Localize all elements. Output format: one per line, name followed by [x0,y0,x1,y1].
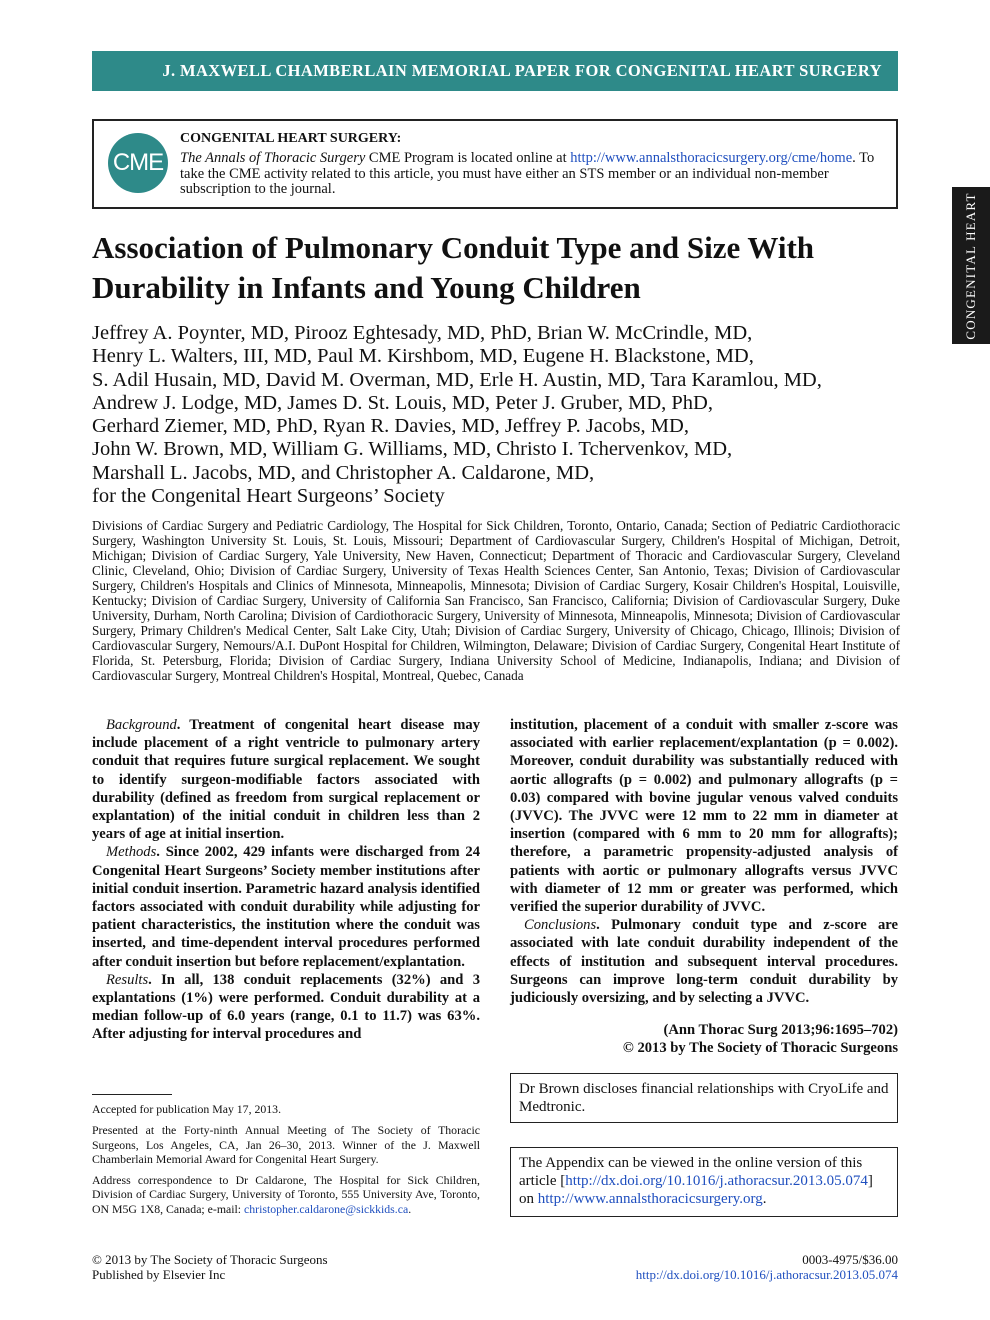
footnote-divider [92,1094,172,1095]
side-tab-text: CONGENITAL HEART [963,191,978,340]
background-text: . Treatment of congenital heart disease may include placement of a right ventricle to pulmonary artery conduit that requires future surgical replacement. We sought to identify surgeon-modifiable factors associated with durability (defined as freedom from surgical replacement or explantation) of the initial conduit in children less than 2 years of age at initial insertion. [92,717,480,843]
footer-right [598,1252,898,1282]
address-end: . [408,1201,412,1216]
email-link[interactable]: christopher.caldarone@sickkids.ca [244,1201,409,1216]
abstract-conclusions [510,916,898,1007]
author-line: S. Adil Husain, MD, David M. Overman, MD, Erle H. Austin, MD, Tara Karamlou, MD, [92,368,822,391]
address-text: Address correspondence to Dr Caldarone, The Hospital for Sick Children, Division of Cardiac Surgery, University of Toronto, 555 University Ave, Toronto, ON M5G 1X8, Canada; e-mail: [92,1173,480,1216]
footnotes [92,1102,480,1223]
author-line: Jeffrey A. Poynter, MD, Pirooz Eghtesady, MD, PhD, Brian W. McCrindle, MD, [92,322,753,344]
disclosure-text: Dr Brown discloses financial relationships with CryoLife and Medtronic. [519,1081,889,1115]
accepted-note: Accepted for publication May 17, 2013. [92,1102,282,1116]
author-line: for the Congenital Heart Surgeons’ Society [92,485,445,508]
cme-title: CONGENITAL HEART SURGERY: [180,131,402,146]
abstract-right-column [510,716,898,1007]
cme-text-part1: CME Program is located online at [365,150,571,166]
article-title: Association of Pulmonary Conduit Type and Size With Durability in Infants and Young Children [92,230,815,305]
author-line: Henry L. Walters, III, MD, Paul M. Kirshbom, MD, Eugene H. Blackstone, MD, [92,345,754,368]
cme-link[interactable]: http://www.annalsthoracicsurgery.org/cme/home [570,150,853,166]
correspondence-note [92,1173,480,1216]
abstract-left-column [92,716,480,1044]
presented-note: Presented at the Forty-ninth Annual Meeting of The Society of Thoracic Surgeons, Los Angeles, CA, Jan 26–30, 2013. Winner of the J. Maxwell Chamberlain Memorial Award for Congenital Heart Surgery. [92,1123,480,1166]
citation-block [510,1021,898,1057]
banner-text: J. MAXWELL CHAMBERLAIN MEMORIAL PAPER FOR CONGENITAL HEART SURGERY [162,61,882,80]
appendix-box [510,1147,898,1217]
results-text: . In all, 138 conduit replacements (32%) and 3 explantations (1%) were performed. Conduit durability at a median follow-up of 6.0 years (range, 0.1 to 11.7) was 63%. After adjusting for interval procedures and [92,971,480,1043]
footer-left [92,1252,328,1282]
background-label: Background [106,717,177,733]
disclosure-box [510,1073,898,1123]
side-section-tab [952,187,990,344]
cme-notice-box [92,119,898,209]
footer-issn: 0003-4975/$36.00 [802,1252,898,1267]
footer-copyright: © 2013 by The Society of Thoracic Surgeons [92,1252,328,1267]
abstract-results-continued: institution, placement of a conduit with smaller z-score was associated with earlier replacement/explantation (p = 0.002). Moreover, conduit durability was substantially reduced with aortic allografts (p = 0.002) and pulmonary allografts (p = 0.03) compared with bovine jugular venous valved conduits (JVVC). The JVVC were 12 mm to 22 mm in diameter at insertion (compared with 6 mm to 20 mm for allografts); therefore, a parametric propensity-adjusted analysis of patients with aortic or pulmonary allografts versus JVVC with diameter of 12 mm or greater was performed, which verified the superior durability of JVVC. [510,717,898,916]
results-label: Results [106,971,149,988]
footer-publisher: Published by Elsevier Inc [92,1267,226,1282]
cme-logo: CME [108,133,168,193]
cme-journal-name: The Annals of Thoracic Surgery [180,150,366,166]
footer-doi-link[interactable]: http://dx.doi.org/10.1016/j.athoracsur.2013.05.074 [635,1267,898,1282]
appendix-text-part2: ] on [519,1173,873,1207]
journal-section-banner [92,51,898,91]
appendix-site-link[interactable]: http://www.annalsthoracicsurgery.org [537,1191,763,1207]
abstract-methods [92,843,480,970]
abstract-copyright: © 2013 by The Society of Thoracic Surgeons [622,1040,898,1056]
author-line: John W. Brown, MD, William G. Williams, MD, Christo I. Tchervenkov, MD, [92,438,733,461]
affiliations: Divisions of Cardiac Surgery and Pediatric Cardiology, The Hospital for Sick Children, Toronto, Ontario, Canada; Section of Pediatric Cardiothoracic Surgery, Washington University St. Louis, St. Louis, Missouri; Department of Cardiovascular Surgery, Children's Hospital of Michigan, Detroit, Michigan; Division of Cardiac Surgery, Yale University, New Haven, Connecticut; Department of Thoracic and Cardiovascular Surgery, Cleveland Clinic, Cleveland, Ohio; Division of Cardiac Surgery, University of Texas Health Sciences Center, San Antonio, Texas; Division of Cardiovascular Surgery, Children's Hospitals and Clinics of Minnesota, Minneapolis, Minnesota; Division of Cardiac Surgery, Kosair Children's Hospital, Louisville, Kentucky; Division of Cardiac Surgery, University of California San Francisco, San Francisco, California; Division of Cardiovascular Surgery, Duke University, Durham, North Carolina; Division of Cardiothoracic Surgery, University of Minnesota, Minneapolis, Minnesota; Division of Cardiovascular Surgery, Primary Children's Medical Center, Salt Lake City, Utah; Division of Cardiac Surgery, University of Chicago, Chicago, Illinois; Division of Cardiovascular Surgery, Nemours/A.I. DuPont Hospital for Children, Wilmington, Delaware; Division of Cardiac Surgery, Congenital Heart Institute of Florida, St. Petersburg, Florida; Division of Cardiac Surgery, Indiana University School of Medicine, Indianapolis, Indiana; and Division of Cardiovascular Surgery, Montreal Children's Hospital, Montreal, Quebec, Canada [92,518,900,683]
author-line: Andrew J. Lodge, MD, James D. St. Louis, MD, Peter J. Gruber, MD, PhD, [92,391,713,414]
author-line: Gerhard Ziemer, MD, PhD, Ryan R. Davies, MD, Jeffrey P. Jacobs, MD, [92,415,689,438]
appendix-doi-link[interactable]: http://dx.doi.org/10.1016/j.athoracsur.2013.05.074 [565,1173,868,1189]
methods-text: . Since 2002, 429 infants were discharged from 24 Congenital Heart Surgeons’ Society member institutions after initial conduit insertion. Parametric hazard analysis identified factors associated with conduit durability while adjusting for patient characteristics, the institution where the conduit was inserted, and time-dependent interval procedures performed after conduit insertion but before replacement/explantation. [92,844,480,970]
abstract-results [92,971,480,1044]
author-list [92,322,912,508]
conclusions-label: Conclusions [524,917,597,934]
appendix-text-part3: . [762,1191,767,1207]
methods-label: Methods [106,844,157,861]
abstract-background [92,716,480,843]
cme-text [180,151,884,198]
cme-text-part2: . To take the CME activity related to this article, you must have either an STS member or an individual non-member subscription to the journal. [180,150,875,197]
appendix-text-part1: The Appendix can be viewed in the online version of this article [ [519,1155,863,1189]
conclusions-text: . Pulmonary conduit type and z-score are associated with late conduit durability independent of the effects of institution and subsequent interval procedures. Surgeons can improve long-term conduit durability by judiciously oversizing, and by selecting a JVVC. [510,917,898,1007]
journal-citation: (Ann Thorac Surg 2013;96:1695–702) [663,1022,898,1038]
author-line: Marshall L. Jacobs, MD, and Christopher A. Caldarone, MD, [92,461,595,484]
